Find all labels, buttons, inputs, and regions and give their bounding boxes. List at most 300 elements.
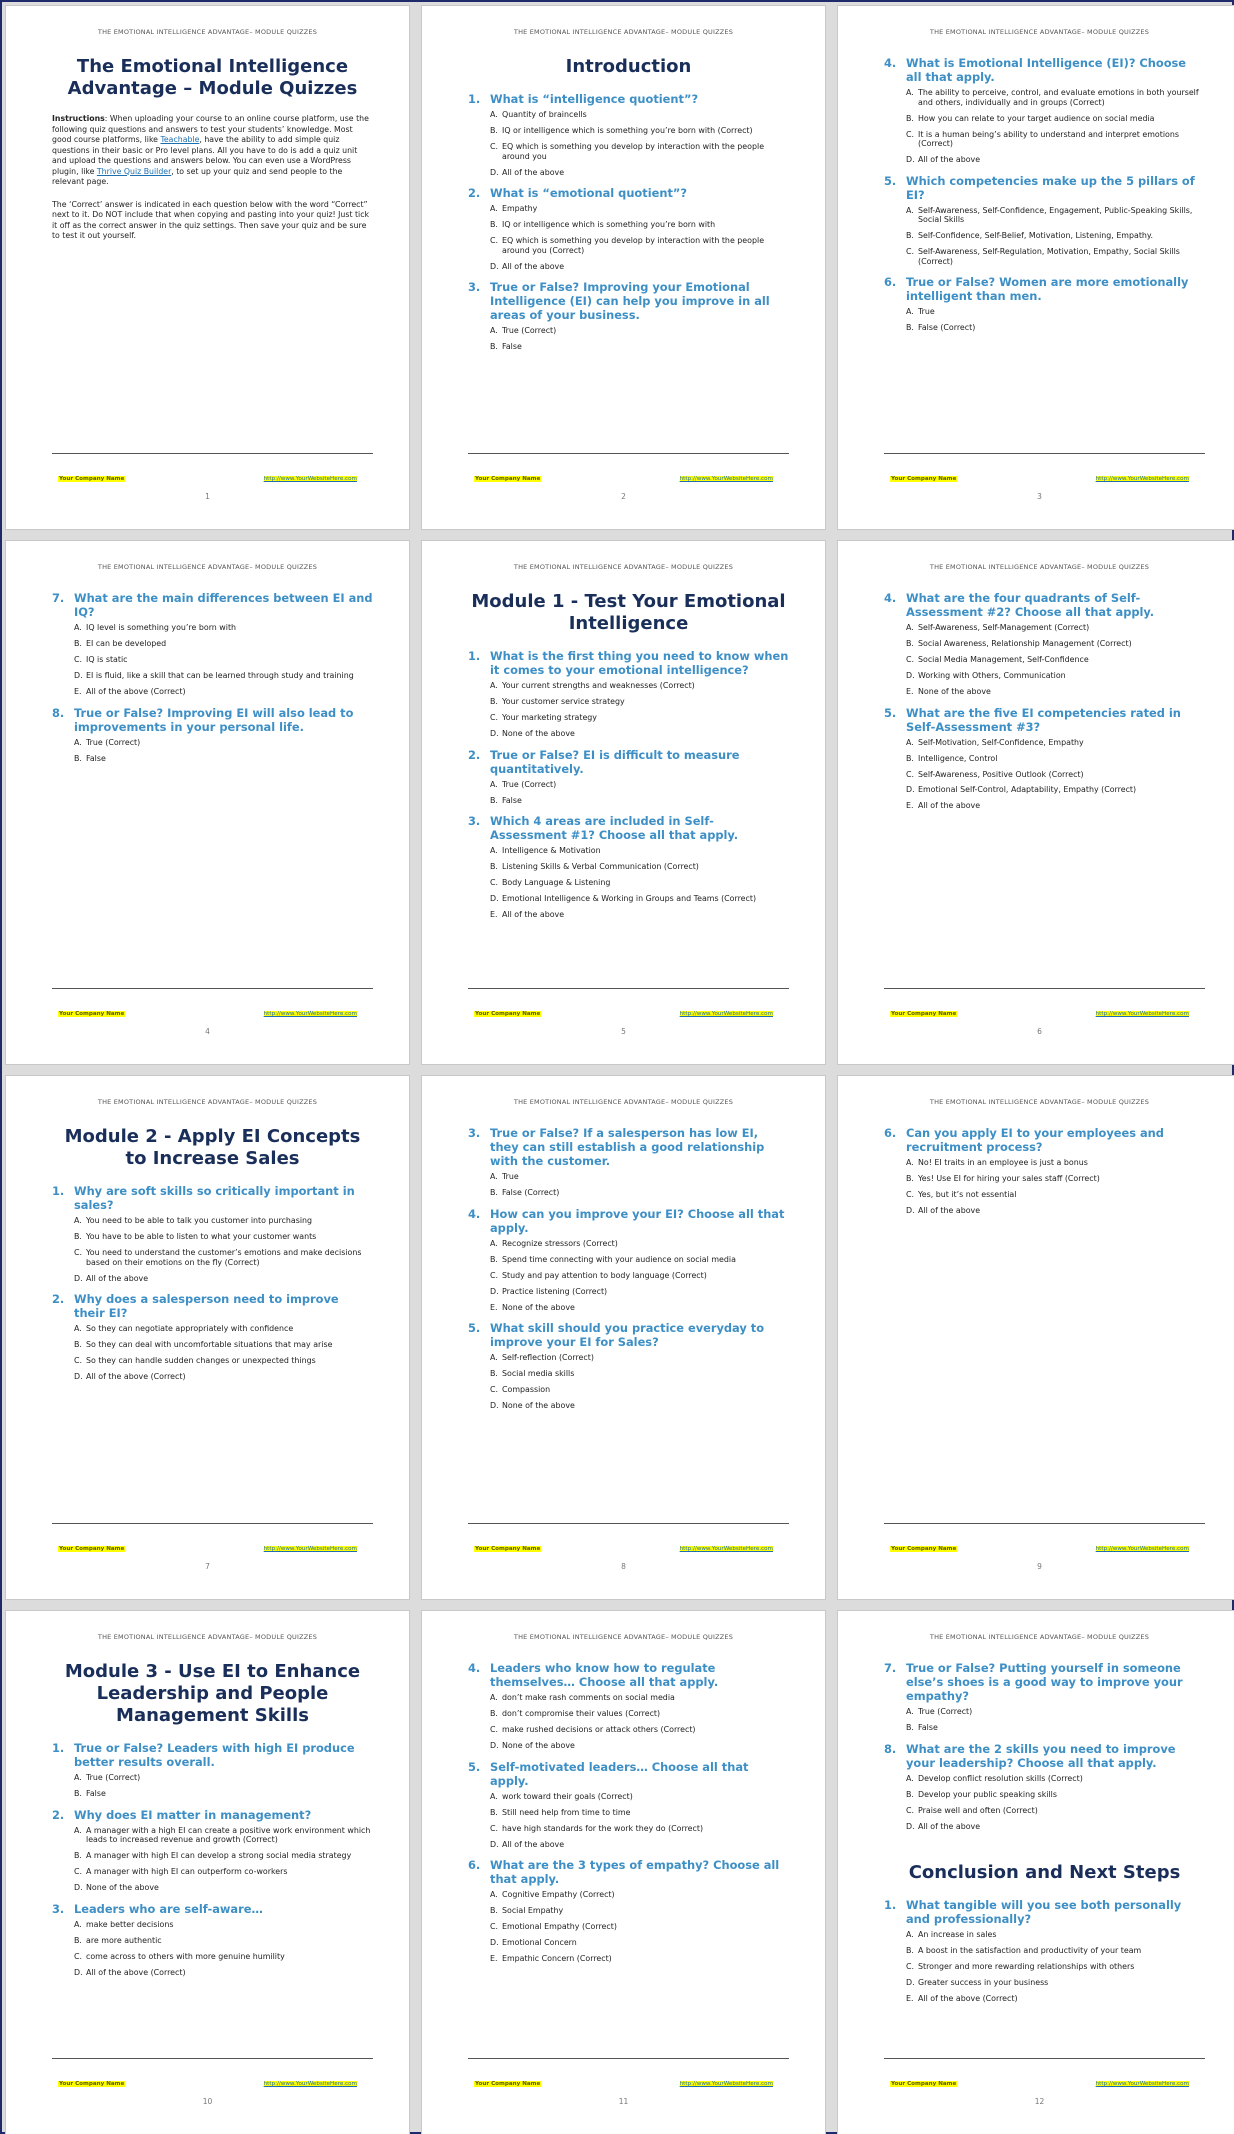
page <box>837 1075 1234 1600</box>
answer-letter: A. <box>490 1172 498 1181</box>
answer-text: You need to be able to talk you customer into purchasing <box>86 1216 313 1225</box>
question-number: 7. <box>52 591 65 605</box>
answer-option <box>490 126 789 136</box>
answer-letter: C. <box>906 1962 915 1972</box>
question-number: 8. <box>52 705 65 720</box>
answer-option <box>906 738 1205 748</box>
answer-option <box>906 770 1205 780</box>
answer-text: IQ or intelligence which is something you’re born with <box>502 220 716 230</box>
answer-letter: A. <box>74 1324 82 1334</box>
answer-text: Greater success in your business <box>918 1978 1049 1988</box>
answer-text: False (Correct) <box>502 1187 560 1197</box>
answer-letter: B. <box>906 323 914 333</box>
answer-letter: C. <box>906 769 915 779</box>
answer-list <box>906 738 1205 812</box>
question-number: 1. <box>468 649 481 663</box>
answer-text: All of the above (Correct) <box>86 686 186 696</box>
section-heading: Module 1 - Test Your Emotional Intelligence <box>471 591 786 634</box>
answer-letter: D. <box>490 167 499 177</box>
answer-letter: A. <box>906 88 914 97</box>
answer-option <box>906 231 1205 241</box>
answer-option <box>906 1994 1205 2004</box>
quiz-question <box>52 1184 373 1283</box>
answer-letter: D. <box>906 155 915 165</box>
answer-text: Emotional Self-Control, Adaptability, Empathy (Correct) <box>918 785 1137 795</box>
answer-text: Intelligence & Motivation <box>502 846 601 856</box>
question-number: 4. <box>468 1206 481 1221</box>
running-header: THE EMOTIONAL INTELLIGENCE ADVANTAGE– MODULE QUIZZES <box>513 1098 734 1106</box>
answer-text: It is a human being’s ability to understand and interpret emotions (Correct) <box>918 129 1179 149</box>
answer-text: Self-Awareness, Positive Outlook (Correct) <box>918 769 1084 779</box>
running-header: THE EMOTIONAL INTELLIGENCE ADVANTAGE– MODULE QUIZZES <box>513 563 734 571</box>
answer-text: come across to others with more genuine humility <box>86 1951 285 1961</box>
footer-website-link[interactable]: http://www.YourWebsiteHere.com <box>263 476 357 482</box>
footer-website-link[interactable]: http://www.YourWebsiteHere.com <box>679 476 773 482</box>
question-text: How can you improve your EI? Choose all that apply. <box>490 1206 785 1235</box>
question-number: 4. <box>468 1661 481 1675</box>
answer-letter: C. <box>490 1823 499 1833</box>
answer-option <box>490 1922 789 1932</box>
answer-letter: E. <box>490 1302 498 1312</box>
page-grid <box>5 5 1233 2133</box>
question-text: Leaders who know how to regulate themselves… Choose all that apply. <box>490 1661 719 1689</box>
answer-list <box>490 1239 789 1313</box>
answer-option <box>74 1936 373 1946</box>
question-heading <box>52 706 373 734</box>
instructions-paragraph <box>52 200 373 242</box>
quiz-question <box>52 1741 373 1799</box>
answer-letter: C. <box>490 1922 499 1932</box>
answer-text: False (Correct) <box>918 323 976 333</box>
page <box>421 540 826 1065</box>
answer-letter: A. <box>74 1773 82 1782</box>
answer-option <box>490 1709 789 1719</box>
answer-text: All of the above <box>918 1205 981 1215</box>
answer-letter: D. <box>906 1821 915 1831</box>
answer-letter: C. <box>906 129 915 139</box>
question-heading <box>468 1321 789 1349</box>
answer-text: Social media skills <box>502 1369 575 1379</box>
answer-option <box>490 142 789 161</box>
answer-option <box>906 1790 1205 1800</box>
question-text: What are the five EI competencies rated in Self-Assessment #3? <box>906 705 1181 734</box>
page-number: 3 <box>1037 492 1042 501</box>
question-text: True or False? If a salesperson has low EI, they can still establish a good relationship with the customer. <box>490 1126 765 1168</box>
answer-letter: B. <box>490 1906 498 1916</box>
answer-letter: D. <box>74 1883 83 1893</box>
answer-text: EQ which is something you develop by interaction with the people around you <box>502 141 765 161</box>
question-text: What is “intelligence quotient”? <box>490 92 699 106</box>
answer-option <box>490 1369 789 1379</box>
question-number: 1. <box>52 1741 65 1755</box>
answer-letter: A. <box>906 623 914 632</box>
page <box>5 1610 410 2134</box>
answer-text: All of the above <box>502 261 565 271</box>
page-number: 7 <box>205 1562 210 1571</box>
answer-letter: B. <box>906 1722 914 1732</box>
quiz-question <box>468 1858 789 1964</box>
answer-text: None of the above <box>502 1740 575 1750</box>
quiz-question <box>52 706 373 764</box>
running-header: THE EMOTIONAL INTELLIGENCE ADVANTAGE– MODULE QUIZZES <box>513 28 734 36</box>
answer-letter: C. <box>906 1189 915 1199</box>
question-number: 1. <box>52 1184 65 1198</box>
footer-website-link[interactable]: http://www.YourWebsiteHere.com <box>1095 2081 1189 2087</box>
footer-website-link[interactable]: http://www.YourWebsiteHere.com <box>679 2081 773 2087</box>
page-content <box>52 591 373 772</box>
answer-letter: E. <box>74 686 82 696</box>
answer-text: All of the above <box>502 167 565 177</box>
answer-list <box>490 204 789 271</box>
answer-text: Self-reflection (Correct) <box>502 1353 594 1363</box>
answer-letter: D. <box>74 1273 83 1283</box>
question-number: 5. <box>884 705 897 720</box>
footer-divider <box>52 1523 373 1524</box>
question-heading <box>468 1126 789 1168</box>
quiz-question <box>52 591 373 697</box>
answer-text: Empathic Concern (Correct) <box>502 1954 612 1964</box>
answer-text: EQ which is something you develop by interaction with the people around you (Correct) <box>502 236 765 255</box>
page-content <box>884 1661 1205 2013</box>
question-number: 1. <box>884 1898 897 1913</box>
answer-text: work toward their goals (Correct) <box>502 1791 633 1801</box>
answer-letter: C. <box>490 712 499 722</box>
answer-letter: D. <box>490 1938 499 1948</box>
answer-option <box>490 326 789 336</box>
footer-website-link[interactable]: http://www.YourWebsiteHere.com <box>263 2081 357 2087</box>
answer-letter: C. <box>906 1805 915 1815</box>
answer-text: Recognize stressors (Correct) <box>502 1238 618 1248</box>
question-heading <box>884 591 1205 619</box>
answer-letter: D. <box>490 1839 499 1849</box>
page-content <box>468 56 789 361</box>
answer-option <box>74 1216 373 1226</box>
answer-letter: A. <box>490 1238 498 1248</box>
answer-text: Praise well and often (Correct) <box>918 1805 1038 1815</box>
answer-option <box>490 681 789 691</box>
answer-letter: C. <box>74 654 83 664</box>
answer-option <box>490 796 789 806</box>
footer-company-name: Your Company Name <box>59 1011 125 1017</box>
question-number: 2. <box>468 186 481 201</box>
answer-option <box>490 342 789 352</box>
answer-text: Compassion <box>502 1385 551 1395</box>
quiz-question <box>468 1207 789 1313</box>
answer-letter: A. <box>490 326 498 336</box>
question-heading <box>884 1661 1205 1703</box>
footer-website-link[interactable]: http://www.YourWebsiteHere.com <box>1095 476 1189 482</box>
question-heading <box>468 1207 789 1235</box>
footer-website-link[interactable]: http://www.YourWebsiteHere.com <box>263 1546 357 1552</box>
answer-text: So they can handle sudden changes or unexpected things <box>86 1356 316 1366</box>
instructions-text: , to set up your quiz and send people to the relevant page. <box>52 166 343 186</box>
answer-text: Cognitive Empathy (Correct) <box>502 1890 615 1900</box>
answer-option <box>906 1962 1205 1972</box>
answer-text: IQ level is something you’re born with <box>86 623 237 632</box>
answer-text: True (Correct) <box>502 326 557 336</box>
question-number: 7. <box>884 1661 897 1675</box>
answer-text: So they can negotiate appropriately with confidence <box>86 1324 294 1334</box>
answer-letter: C. <box>490 1385 499 1395</box>
answer-list <box>74 1324 373 1382</box>
answer-text: don’t make rash comments on social media <box>502 1693 675 1702</box>
question-number: 1. <box>468 92 481 106</box>
question-text: What are the main differences between EI and IQ? <box>74 591 373 619</box>
footer-divider <box>884 453 1205 454</box>
question-heading <box>468 1760 789 1788</box>
footer-divider <box>468 988 789 989</box>
answer-text: No! EI traits in an employee is just a bonus <box>918 1158 1088 1167</box>
answer-text: Listening Skills & Verbal Communication (Correct) <box>502 862 699 872</box>
answer-letter: C. <box>906 654 915 664</box>
answer-text: All of the above <box>918 1821 981 1831</box>
answer-letter: C. <box>490 1270 499 1280</box>
question-heading <box>884 1742 1205 1770</box>
answer-text: None of the above <box>502 1401 575 1411</box>
quiz-question <box>468 649 789 739</box>
footer-website-link[interactable]: http://www.YourWebsiteHere.com <box>679 1011 773 1017</box>
answer-option <box>74 1920 373 1930</box>
answer-list <box>74 738 373 764</box>
page-number: 9 <box>1037 1562 1042 1571</box>
answer-letter: C. <box>490 878 499 888</box>
answer-letter: D. <box>906 1978 915 1988</box>
answer-letter: B. <box>490 1708 498 1718</box>
answer-text: Emotional Empathy (Correct) <box>502 1922 617 1932</box>
answer-letter: D. <box>906 785 915 795</box>
answer-option <box>906 1174 1205 1184</box>
answer-option <box>490 894 789 904</box>
answer-option <box>490 1808 789 1818</box>
answer-text: don’t compromise their values (Correct) <box>502 1708 661 1718</box>
answer-text: Self-Awareness, Self-Confidence, Engagement, Public-Speaking Skills, Social Skills <box>918 205 1193 225</box>
footer-company-name: Your Company Name <box>59 1546 125 1552</box>
answer-letter: C. <box>906 247 915 257</box>
answer-text: An increase in sales <box>918 1930 997 1940</box>
answer-option <box>490 846 789 856</box>
footer-divider <box>52 988 373 989</box>
answer-option <box>74 1968 373 1978</box>
question-number: 5. <box>884 173 897 188</box>
answer-text: Social Media Management, Self-Confidence <box>918 654 1089 664</box>
page <box>837 1610 1234 2134</box>
answer-option <box>906 1190 1205 1200</box>
link-teachable[interactable]: Teachable <box>160 135 200 144</box>
answer-text: EI can be developed <box>86 638 167 648</box>
answer-option <box>74 1867 373 1877</box>
answer-option <box>490 1725 789 1735</box>
answer-list <box>906 1930 1205 2004</box>
question-text: Can you apply EI to your employees and recruitment process? <box>906 1126 1164 1154</box>
answer-letter: B. <box>906 1789 914 1799</box>
answer-text: All of the above <box>86 1273 149 1283</box>
section-heading: Conclusion and Next Steps <box>908 1862 1181 1884</box>
answer-option <box>490 697 789 707</box>
answer-text: Social Awareness, Relationship Management (Correct) <box>918 638 1132 648</box>
answer-letter: A. <box>490 779 498 789</box>
footer-website-link[interactable]: http://www.YourWebsiteHere.com <box>1095 1011 1189 1017</box>
answer-option <box>906 247 1205 266</box>
answer-text: A manager with high EI can outperform co-workers <box>86 1867 288 1877</box>
answer-letter: A. <box>490 1890 498 1900</box>
answer-list <box>490 846 789 920</box>
answer-letter: B. <box>906 231 914 241</box>
question-heading <box>52 591 373 619</box>
answer-letter: D. <box>490 728 499 738</box>
running-header: THE EMOTIONAL INTELLIGENCE ADVANTAGE– MODULE QUIZZES <box>929 1633 1150 1641</box>
running-header: THE EMOTIONAL INTELLIGENCE ADVANTAGE– MODULE QUIZZES <box>929 563 1150 571</box>
answer-letter: D. <box>74 1967 83 1977</box>
question-text: What is “emotional quotient”? <box>490 186 687 201</box>
question-heading <box>468 92 789 106</box>
footer-divider <box>468 1523 789 1524</box>
answer-letter: D. <box>906 1205 915 1215</box>
answer-list <box>74 1216 373 1283</box>
answer-text: Your customer service strategy <box>502 696 625 706</box>
question-heading <box>468 649 789 677</box>
footer-website-link[interactable]: http://www.YourWebsiteHere.com <box>679 1546 773 1552</box>
answer-letter: B. <box>490 696 498 706</box>
answer-letter: B. <box>490 1254 498 1264</box>
page <box>5 5 410 530</box>
footer-company-name: Your Company Name <box>475 1546 541 1552</box>
answer-letter: C. <box>74 1867 83 1877</box>
answer-option <box>906 307 1205 317</box>
answer-letter: B. <box>74 638 82 648</box>
answer-option <box>906 1806 1205 1816</box>
quiz-question <box>884 706 1205 812</box>
question-text: What skill should you practice everyday to improve your EI for Sales? <box>490 1321 765 1350</box>
answer-text: All of the above (Correct) <box>918 1994 1018 2004</box>
question-number: 6. <box>884 1126 897 1140</box>
answer-option <box>74 1826 373 1845</box>
answer-list <box>74 1826 373 1893</box>
answer-letter: D. <box>74 670 83 680</box>
section-heading: Module 3 - Use EI to Enhance Leadership and People Management Skills <box>64 1661 361 1726</box>
answer-text: make rushed decisions or attack others (Correct) <box>502 1724 696 1734</box>
answer-text: IQ is static <box>86 654 128 664</box>
answer-option <box>74 639 373 649</box>
answer-text: Yes! Use EI for hiring your sales staff (Correct) <box>918 1173 1100 1183</box>
answer-text: Study and pay attention to body language (Correct) <box>502 1270 707 1280</box>
answer-letter: D. <box>490 1401 499 1411</box>
answer-letter: D. <box>74 1372 83 1382</box>
question-text: True or False? Improving EI will also lead to improvements in your personal life. <box>74 705 354 734</box>
answer-option <box>906 1206 1205 1216</box>
answer-option <box>490 1906 789 1916</box>
answer-letter: D. <box>490 894 499 904</box>
answer-text: True <box>502 1172 519 1181</box>
quiz-question <box>468 1661 789 1751</box>
question-number: 6. <box>468 1858 481 1873</box>
answer-letter: A. <box>490 1693 498 1702</box>
page <box>421 1610 826 2134</box>
answer-letter: D. <box>490 1286 499 1296</box>
question-heading <box>468 814 789 842</box>
question-heading <box>884 56 1205 84</box>
answer-text: True (Correct) <box>86 1773 141 1782</box>
answer-option <box>74 671 373 681</box>
answer-text: True (Correct) <box>918 1707 973 1716</box>
question-text: Which competencies make up the 5 pillars of EI? <box>906 173 1195 202</box>
page-content <box>884 591 1205 820</box>
quiz-question <box>884 591 1205 697</box>
answer-option <box>490 1353 789 1363</box>
footer-website-link[interactable]: http://www.YourWebsiteHere.com <box>1095 1546 1189 1552</box>
answer-option <box>490 1824 789 1834</box>
answer-letter: A. <box>490 846 498 856</box>
question-heading <box>468 1858 789 1886</box>
answer-option <box>74 1372 373 1382</box>
answer-option <box>490 1401 789 1411</box>
answer-letter: E. <box>490 1954 498 1964</box>
answer-text: Still need help from time to time <box>502 1807 631 1817</box>
answer-option <box>490 1239 789 1249</box>
question-text: True or False? Putting yourself in someone else’s shoes is a good way to improve your empathy? <box>906 1661 1183 1703</box>
page-number: 11 <box>618 2097 629 2106</box>
question-number: 4. <box>884 591 897 605</box>
answer-text: None of the above <box>502 1302 575 1312</box>
answer-list <box>74 623 373 697</box>
answer-text: Working with Others, Communication <box>918 670 1066 680</box>
answer-option <box>906 655 1205 665</box>
answer-option <box>906 155 1205 165</box>
answer-option <box>74 623 373 633</box>
question-text: True or False? Women are more emotionally intelligent than men. <box>906 275 1189 304</box>
answer-letter: A. <box>906 1930 914 1940</box>
answer-text: Emotional Concern <box>502 1938 577 1948</box>
answer-letter: E. <box>906 686 914 696</box>
footer-company-name: Your Company Name <box>59 476 125 482</box>
question-heading <box>468 1661 789 1689</box>
answer-list <box>74 1773 373 1799</box>
answer-option <box>490 878 789 888</box>
answer-option <box>906 88 1205 107</box>
answer-option <box>490 220 789 230</box>
answer-option <box>490 1840 789 1850</box>
page-content <box>468 1661 789 1973</box>
answer-letter: C. <box>490 1724 499 1734</box>
answer-letter: B. <box>906 1946 914 1956</box>
answer-text: All of the above <box>918 155 981 165</box>
page-number: 10 <box>202 2097 213 2106</box>
answer-letter: B. <box>490 862 498 872</box>
answer-option <box>74 1356 373 1366</box>
question-heading <box>884 1898 1205 1926</box>
answer-text: are more authentic <box>86 1935 162 1945</box>
answer-text: None of the above <box>918 686 991 696</box>
question-number: 5. <box>468 1321 481 1336</box>
question-heading <box>52 1741 373 1769</box>
answer-option <box>490 713 789 723</box>
answer-option <box>906 1930 1205 1940</box>
question-number: 8. <box>884 1741 897 1756</box>
footer-website-link[interactable]: http://www.YourWebsiteHere.com <box>263 1011 357 1017</box>
answer-letter: E. <box>490 910 498 920</box>
question-text: Self-motivated leaders… Choose all that apply. <box>490 1759 749 1788</box>
footer-company-name: Your Company Name <box>475 2081 541 2087</box>
answer-letter: B. <box>74 1340 82 1350</box>
question-heading <box>52 1808 373 1822</box>
link-thrive-quiz-builder[interactable]: Thrive Quiz Builder <box>96 166 172 176</box>
page <box>5 1075 410 1600</box>
question-text: True or False? Improving your Emotional Intelligence (EI) can help you improve in all areas of your business. <box>490 280 770 323</box>
answer-text: All of the above <box>502 1839 565 1849</box>
answer-list <box>74 1920 373 1978</box>
quiz-question <box>884 275 1205 333</box>
answer-letter: E. <box>906 801 914 811</box>
page-content <box>52 56 373 254</box>
